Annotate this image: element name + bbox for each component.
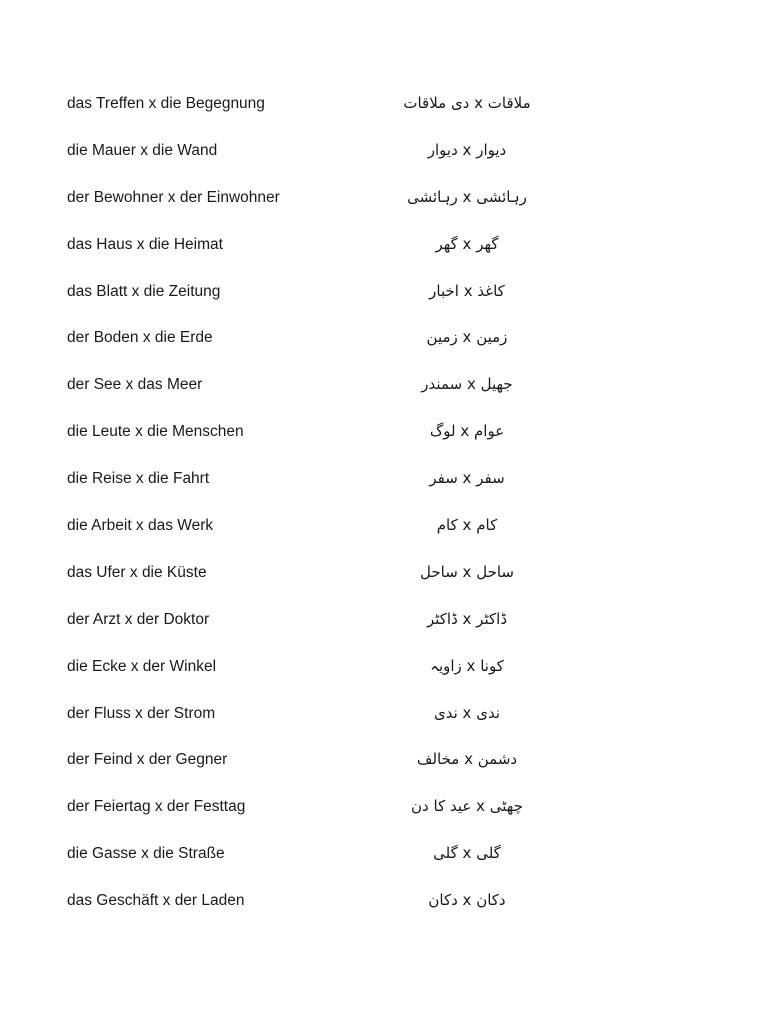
- vocab-row: [67, 561, 587, 608]
- german-pair: die Mauer x die Wand: [67, 141, 218, 159]
- vocab-row: [67, 186, 587, 233]
- urdu-pair: ساحل x ساحل: [420, 562, 514, 581]
- vocabulary-list: [67, 92, 587, 936]
- urdu-pair: سفر x سفر: [429, 469, 505, 488]
- urdu-pair: عوام x لوگ: [429, 422, 505, 441]
- urdu-pair: رہائشی x رہائشی: [407, 187, 527, 206]
- german-pair: die Ecke x der Winkel: [67, 657, 217, 675]
- german-pair: der Arzt x der Doktor: [67, 610, 210, 628]
- urdu-pair: گلی x گلی: [433, 844, 501, 863]
- vocab-row: [67, 842, 587, 889]
- vocab-row: [67, 889, 587, 936]
- vocab-row: [67, 139, 587, 186]
- urdu-pair: کونا x زاویہ: [430, 656, 504, 675]
- urdu-pair: ملاقات x دی ملاقات: [403, 94, 531, 112]
- urdu-pair: دیوار x دیوار: [427, 140, 507, 159]
- urdu-pair: کاغذ x اخبار: [429, 281, 505, 300]
- urdu-pair: جھیل x سمندر: [421, 375, 513, 394]
- urdu-pair: کام x کام: [436, 516, 498, 535]
- german-pair: der Feind x der Gegner: [67, 751, 228, 769]
- german-pair: der Boden x die Erde: [67, 329, 213, 347]
- german-pair: das Blatt x die Zeitung: [67, 282, 221, 300]
- vocab-row: [67, 280, 587, 327]
- german-pair: die Gasse x die Straße: [67, 845, 225, 863]
- vocab-row: [67, 702, 587, 749]
- vocab-row: [67, 326, 587, 373]
- german-pair: die Arbeit x das Werk: [67, 517, 214, 535]
- vocab-row: [67, 92, 587, 139]
- german-pair: das Haus x die Heimat: [67, 235, 223, 253]
- urdu-pair: گھر x گھر: [435, 234, 499, 253]
- german-pair: die Reise x die Fahrt: [67, 470, 210, 488]
- vocab-row: [67, 795, 587, 842]
- german-pair: die Leute x die Menschen: [67, 423, 244, 441]
- urdu-pair: زمین x زمین: [426, 328, 508, 347]
- urdu-pair: دشمن x مخالف: [416, 750, 518, 769]
- vocab-row: [67, 608, 587, 655]
- german-pair: das Geschäft x der Laden: [67, 892, 245, 910]
- vocab-row: [67, 233, 587, 280]
- german-pair: der Fluss x der Strom: [67, 704, 216, 722]
- vocab-row: [67, 467, 587, 514]
- urdu-pair: چھٹی x عید کا دن: [411, 797, 523, 816]
- vocab-row: [67, 420, 587, 467]
- german-pair: das Ufer x die Küste: [67, 563, 207, 581]
- urdu-pair: دکان x دکان: [428, 891, 506, 910]
- vocab-row: [67, 748, 587, 795]
- urdu-pair: ندی x ندی: [433, 703, 500, 722]
- urdu-pair: ڈاکٹر x ڈاکٹر: [426, 609, 507, 628]
- german-pair: das Treffen x die Begegnung: [67, 95, 265, 112]
- german-pair: der See x das Meer: [67, 376, 203, 394]
- vocab-row: [67, 655, 587, 702]
- german-pair: der Bewohner x der Einwohner: [67, 188, 280, 206]
- vocab-row: [67, 514, 587, 561]
- german-pair: der Feiertag x der Festtag: [67, 798, 246, 816]
- vocab-row: [67, 373, 587, 420]
